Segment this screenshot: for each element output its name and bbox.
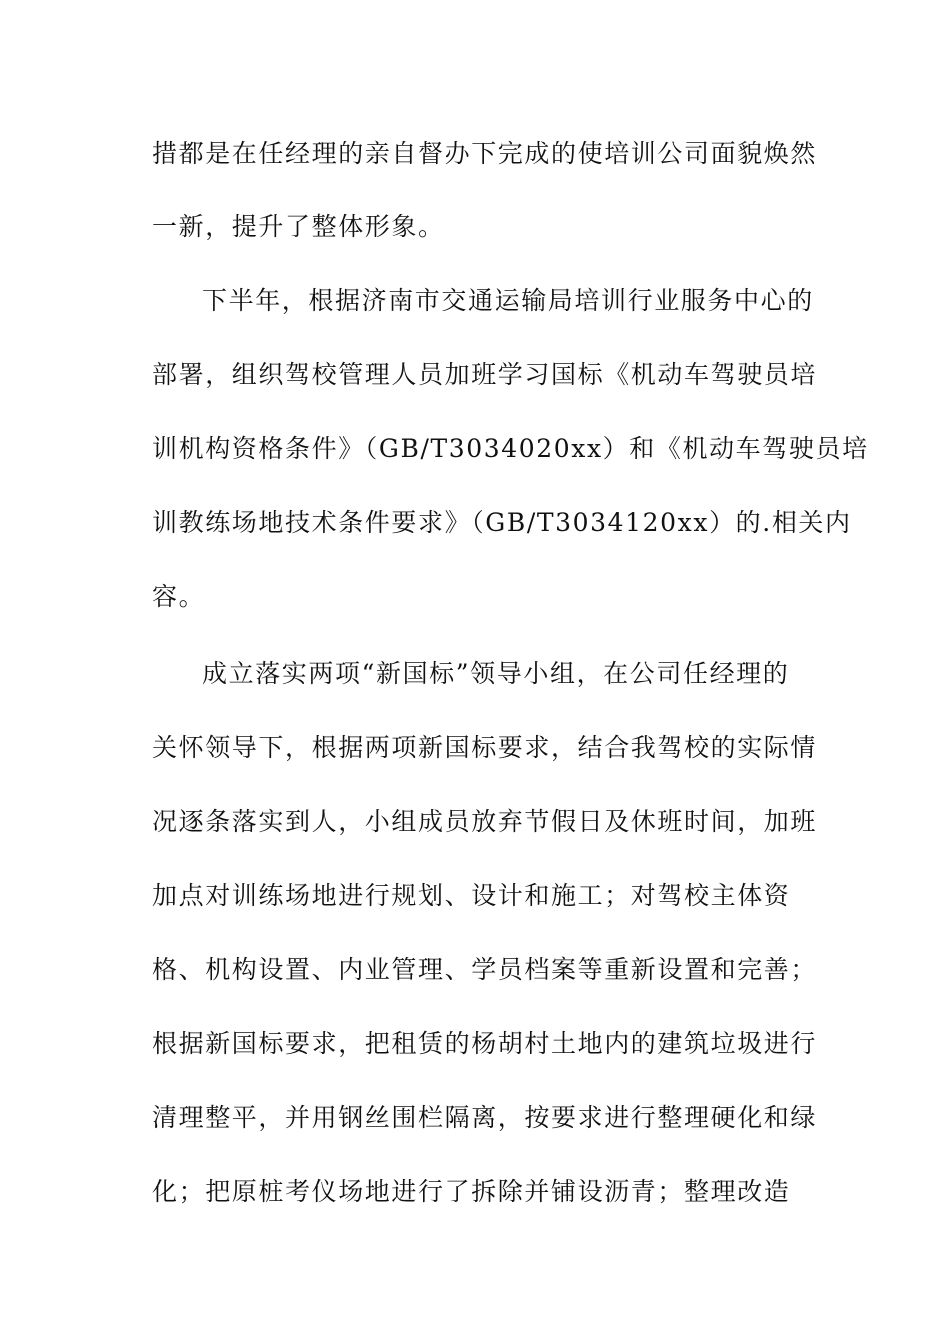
paragraph-2-line-4: 训教练场地技术条件要求》（GB/T3034120xx）的.相关内 xyxy=(152,508,852,537)
paragraph-3-line-7: 清理整平，并用钢丝围栏隔离，按要求进行整理硬化和绿 xyxy=(152,1103,818,1132)
paragraph-2-line-2: 部署，组织驾校管理人员加班学习国标《机动车驾驶员培 xyxy=(152,360,818,389)
paragraph-1-line-2: 一新，提升了整体形象。 xyxy=(152,212,445,241)
paragraph-2-line-3: 训机构资格条件》（GB/T3034020xx）和《机动车驾驶员培 xyxy=(152,434,869,463)
paragraph-3-line-1: 成立落实两项“新国标”领导小组，在公司任经理的 xyxy=(202,659,790,688)
paragraph-3-line-5: 格、机构设置、内业管理、学员档案等重新设置和完善； xyxy=(152,955,818,984)
paragraph-3-line-6: 根据新国标要求，把租赁的杨胡村土地内的建筑垃圾进行 xyxy=(152,1029,818,1058)
paragraph-2-line-5: 容。 xyxy=(152,582,206,611)
paragraph-3-line-3: 况逐条落实到人，小组成员放弃节假日及休班时间，加班 xyxy=(152,807,818,836)
paragraph-3-line-8: 化；把原桩考仪场地进行了拆除并铺设沥青；整理改造 xyxy=(152,1177,791,1206)
paragraph-2-line-1: 下半年，根据济南市交通运输局培训行业服务中心的 xyxy=(202,286,814,315)
paragraph-3-line-2: 关怀领导下，根据两项新国标要求，结合我驾校的实际情 xyxy=(152,733,818,762)
paragraph-1-line-1: 措都是在任经理的亲自督办下完成的使培训公司面貌焕然 xyxy=(152,139,818,168)
paragraph-3-line-4: 加点对训练场地进行规划、设计和施工；对驾校主体资 xyxy=(152,881,791,910)
